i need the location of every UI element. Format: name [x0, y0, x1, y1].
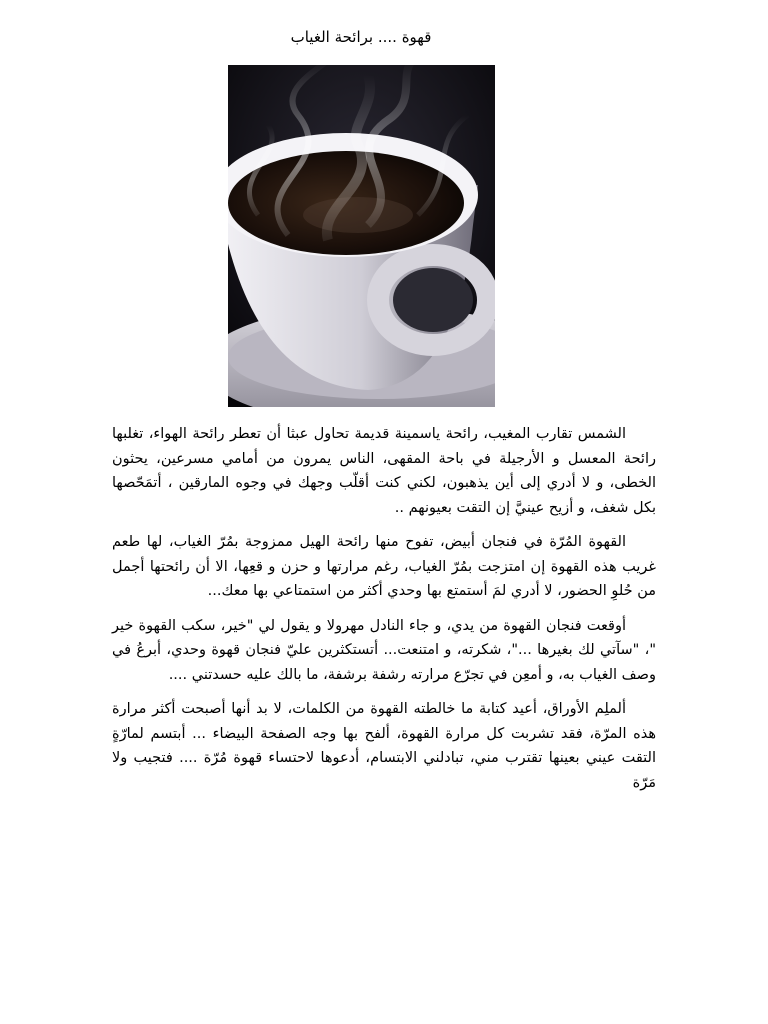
coffee-cup-photo	[228, 65, 495, 407]
document-title: قهوة .... برائحة الغياب	[290, 28, 432, 46]
paragraph: ألملِم الأوراق، أعيد كتابة ما خالطته القهوة من الكلمات، لا بد أنها أصبحت أكثر مرارة هذه المرّة، فقد تشربت كل مرارة القهوة، ألفح بها وجه الصفحة البيضاء ... أبتسم لمارّةٍ التقت عيني بعينها تقترب مني، تبادلني الابتسام، أدعوها لاحتساء قهوة مُرّة .... فتجيب ولا مَرّة	[112, 701, 656, 791]
paragraph: الشمس تقارب المغيب، رائحة ياسمينة قديمة تحاول عبثا أن تعطر رائحة الهواء، تغلبها رائحة المعسل و الأرجيلة في باحة المقهى، الناس يمرون من أمامي مسرعين، يحثون الخطى، و لا أدري إلى أين يذهبون، لكني كنت أقلّب وجهك في وجوه المارقين ، أتمَحّصها بكل شغف، و أزيح عينيَّ إن التقت بعيونهم ..	[112, 426, 656, 516]
paragraph: القهوة المُرّة في فنجان أبيض، تفوح منها رائحة الهيل ممزوجة بمُرّ الغياب، لها طعم غريب هذه القهوة إن امتزجت بمُرّ الغياب، رغم مرارتها و حزن و قعِها، الا أن رائحتها أجمل من حُلوِ الحضور، لا أدري لمَ أستمتع بها وحدي أكثر من استمتاعي بها معك...	[112, 534, 656, 599]
paragraph: أوقعت فنجان القهوة من يدي، و جاء النادل مهرولا و يقول لي "خير، سكب القهوة خير "، "سآتي لك بغيرها ..."، شكرته، و امتنعت... أتستكثرين عليّ فنجان قهوة وحدي، أبرعُ في وصف الغياب به، و أمعِن في تجرّع مرارته رشفة برشفة، ما بالك عليه حسدتني ....	[112, 617, 656, 683]
article-body	[112, 422, 656, 805]
